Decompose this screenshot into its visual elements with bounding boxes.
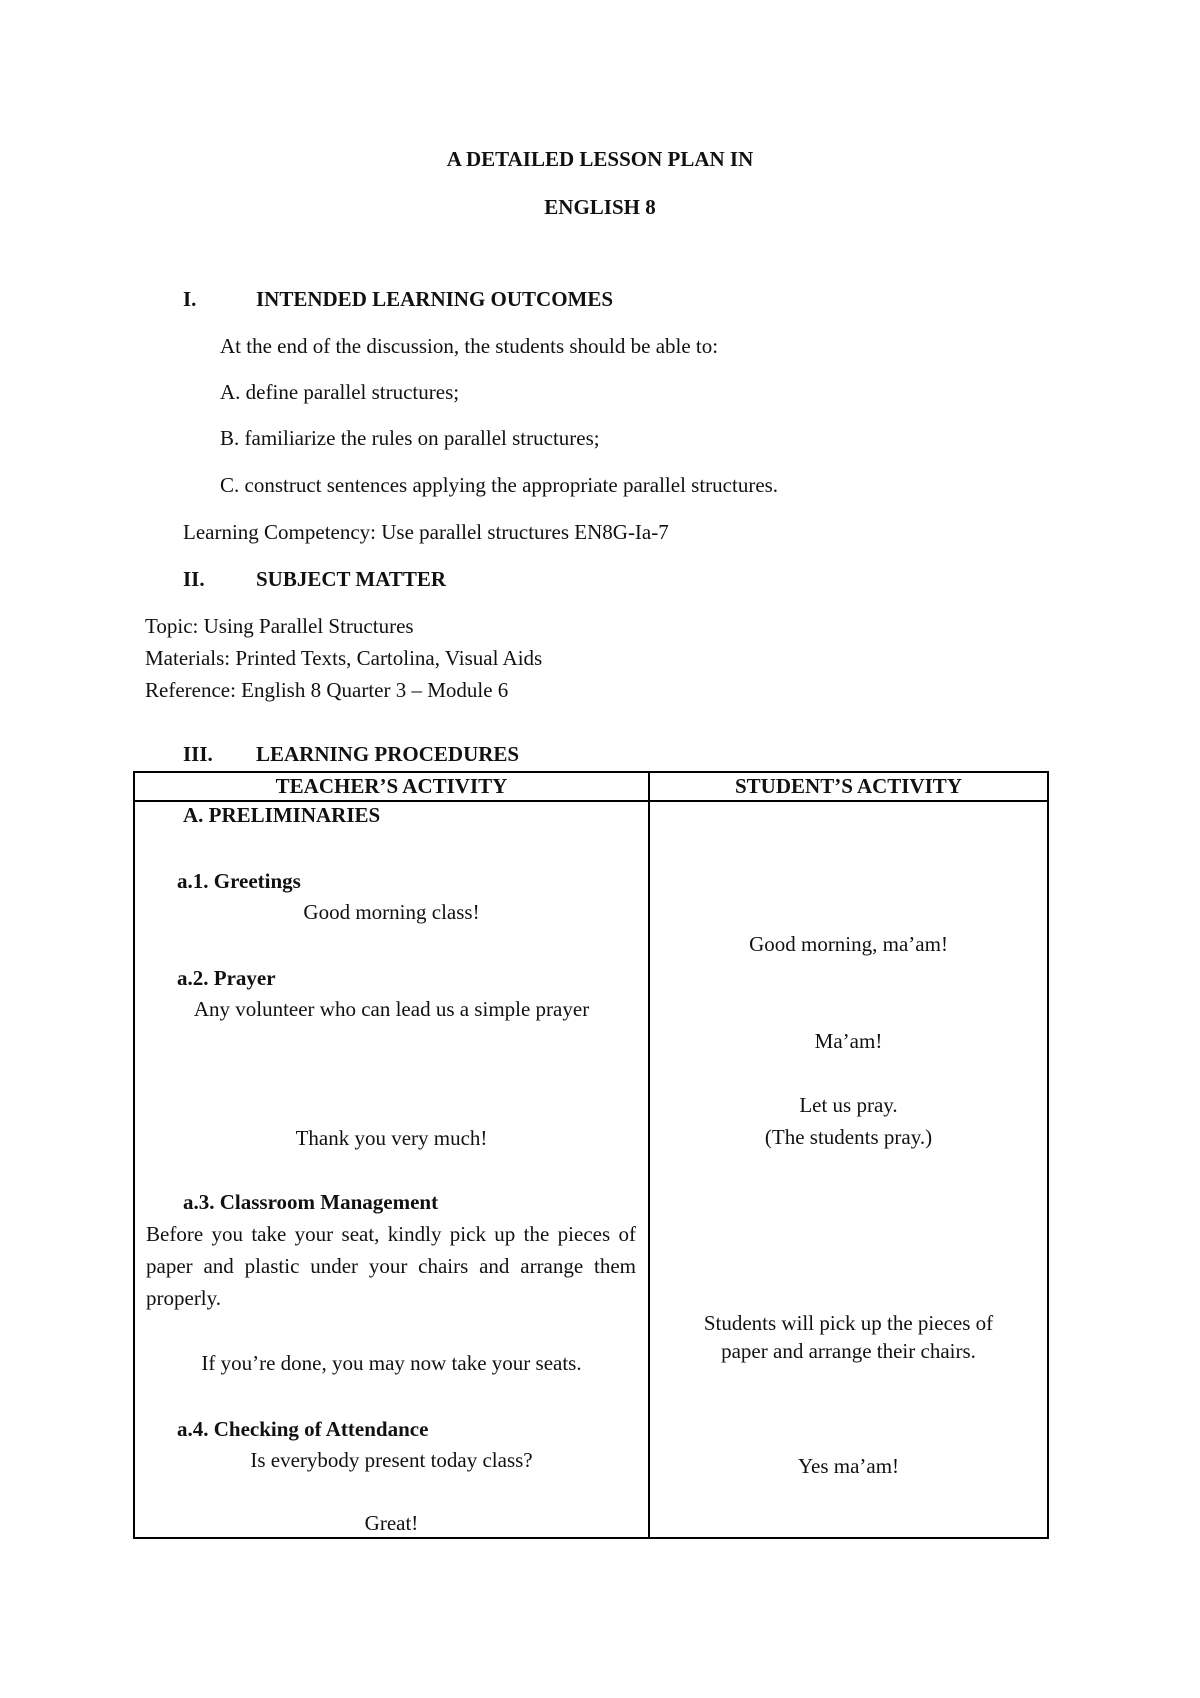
section1-title: INTENDED LEARNING OUTCOMES [256, 287, 614, 311]
objective-b: B. familiarize the rules on parallel structures; [220, 426, 600, 450]
students-pray: (The students pray.) [764, 1125, 933, 1149]
subject-topic: Topic: Using Parallel Structures [145, 614, 414, 638]
header-student-activity: STUDENT’S ACTIVITY [735, 774, 962, 798]
objective-c: C. construct sentences applying the appropriate parallel structures. [220, 473, 779, 497]
teacher-take-seats: If you’re done, you may now take your seats. [201, 1351, 582, 1375]
section3-numeral: III. [183, 742, 213, 766]
teacher-prayer-request: Any volunteer who can lead us a simple prayer [193, 997, 590, 1021]
prayer-heading: a.2. Prayer [177, 966, 276, 990]
document-title-line2: ENGLISH 8 [544, 195, 656, 219]
subject-materials: Materials: Printed Texts, Cartolina, Visual Aids [145, 646, 543, 670]
objective-a: A. define parallel structures; [220, 380, 460, 404]
teacher-classroom-instruction: Before you take your seat, kindly pick up the pieces of paper and plastic under your chairs and arrange them properly. [146, 1222, 636, 1310]
learning-competency: Learning Competency: Use parallel structures EN8G-Ia-7 [183, 520, 669, 544]
section3-title: LEARNING PROCEDURES [256, 742, 520, 766]
attendance-heading: a.4. Checking of Attendance [177, 1417, 429, 1441]
greetings-heading: a.1. Greetings [177, 869, 301, 893]
header-teacher-activity: TEACHER’S ACTIVITY [275, 774, 508, 798]
teacher-thanks: Thank you very much! [295, 1126, 488, 1150]
classroom-management-heading: a.3. Classroom Management [183, 1190, 439, 1214]
student-attendance-response: Yes ma’am! [797, 1454, 900, 1478]
student-greeting: Good morning, ma’am! [749, 932, 948, 956]
student-classroom-response-line2: paper and arrange their chairs. [721, 1339, 976, 1363]
student-volunteer: Ma’am! [814, 1029, 883, 1053]
teacher-greeting: Good morning class! [303, 900, 480, 924]
document-title-line1: A DETAILED LESSON PLAN IN [446, 147, 754, 171]
section2-numeral: II. [183, 567, 205, 591]
section1-intro: At the end of the discussion, the students should be able to: [220, 334, 719, 358]
section2-title: SUBJECT MATTER [256, 567, 447, 591]
column-divider [648, 773, 650, 1537]
student-classroom-response-line1: Students will pick up the pieces of [703, 1311, 994, 1335]
section1-numeral: I. [183, 287, 197, 311]
teacher-attendance-question: Is everybody present today class? [250, 1448, 533, 1472]
preliminaries-heading: A. PRELIMINARIES [183, 803, 381, 827]
teacher-great: Great! [364, 1511, 419, 1535]
student-let-us-pray: Let us pray. [799, 1093, 898, 1117]
procedures-table [133, 771, 1049, 1539]
header-divider [135, 800, 1047, 802]
subject-reference: Reference: English 8 Quarter 3 – Module 6 [145, 678, 509, 702]
